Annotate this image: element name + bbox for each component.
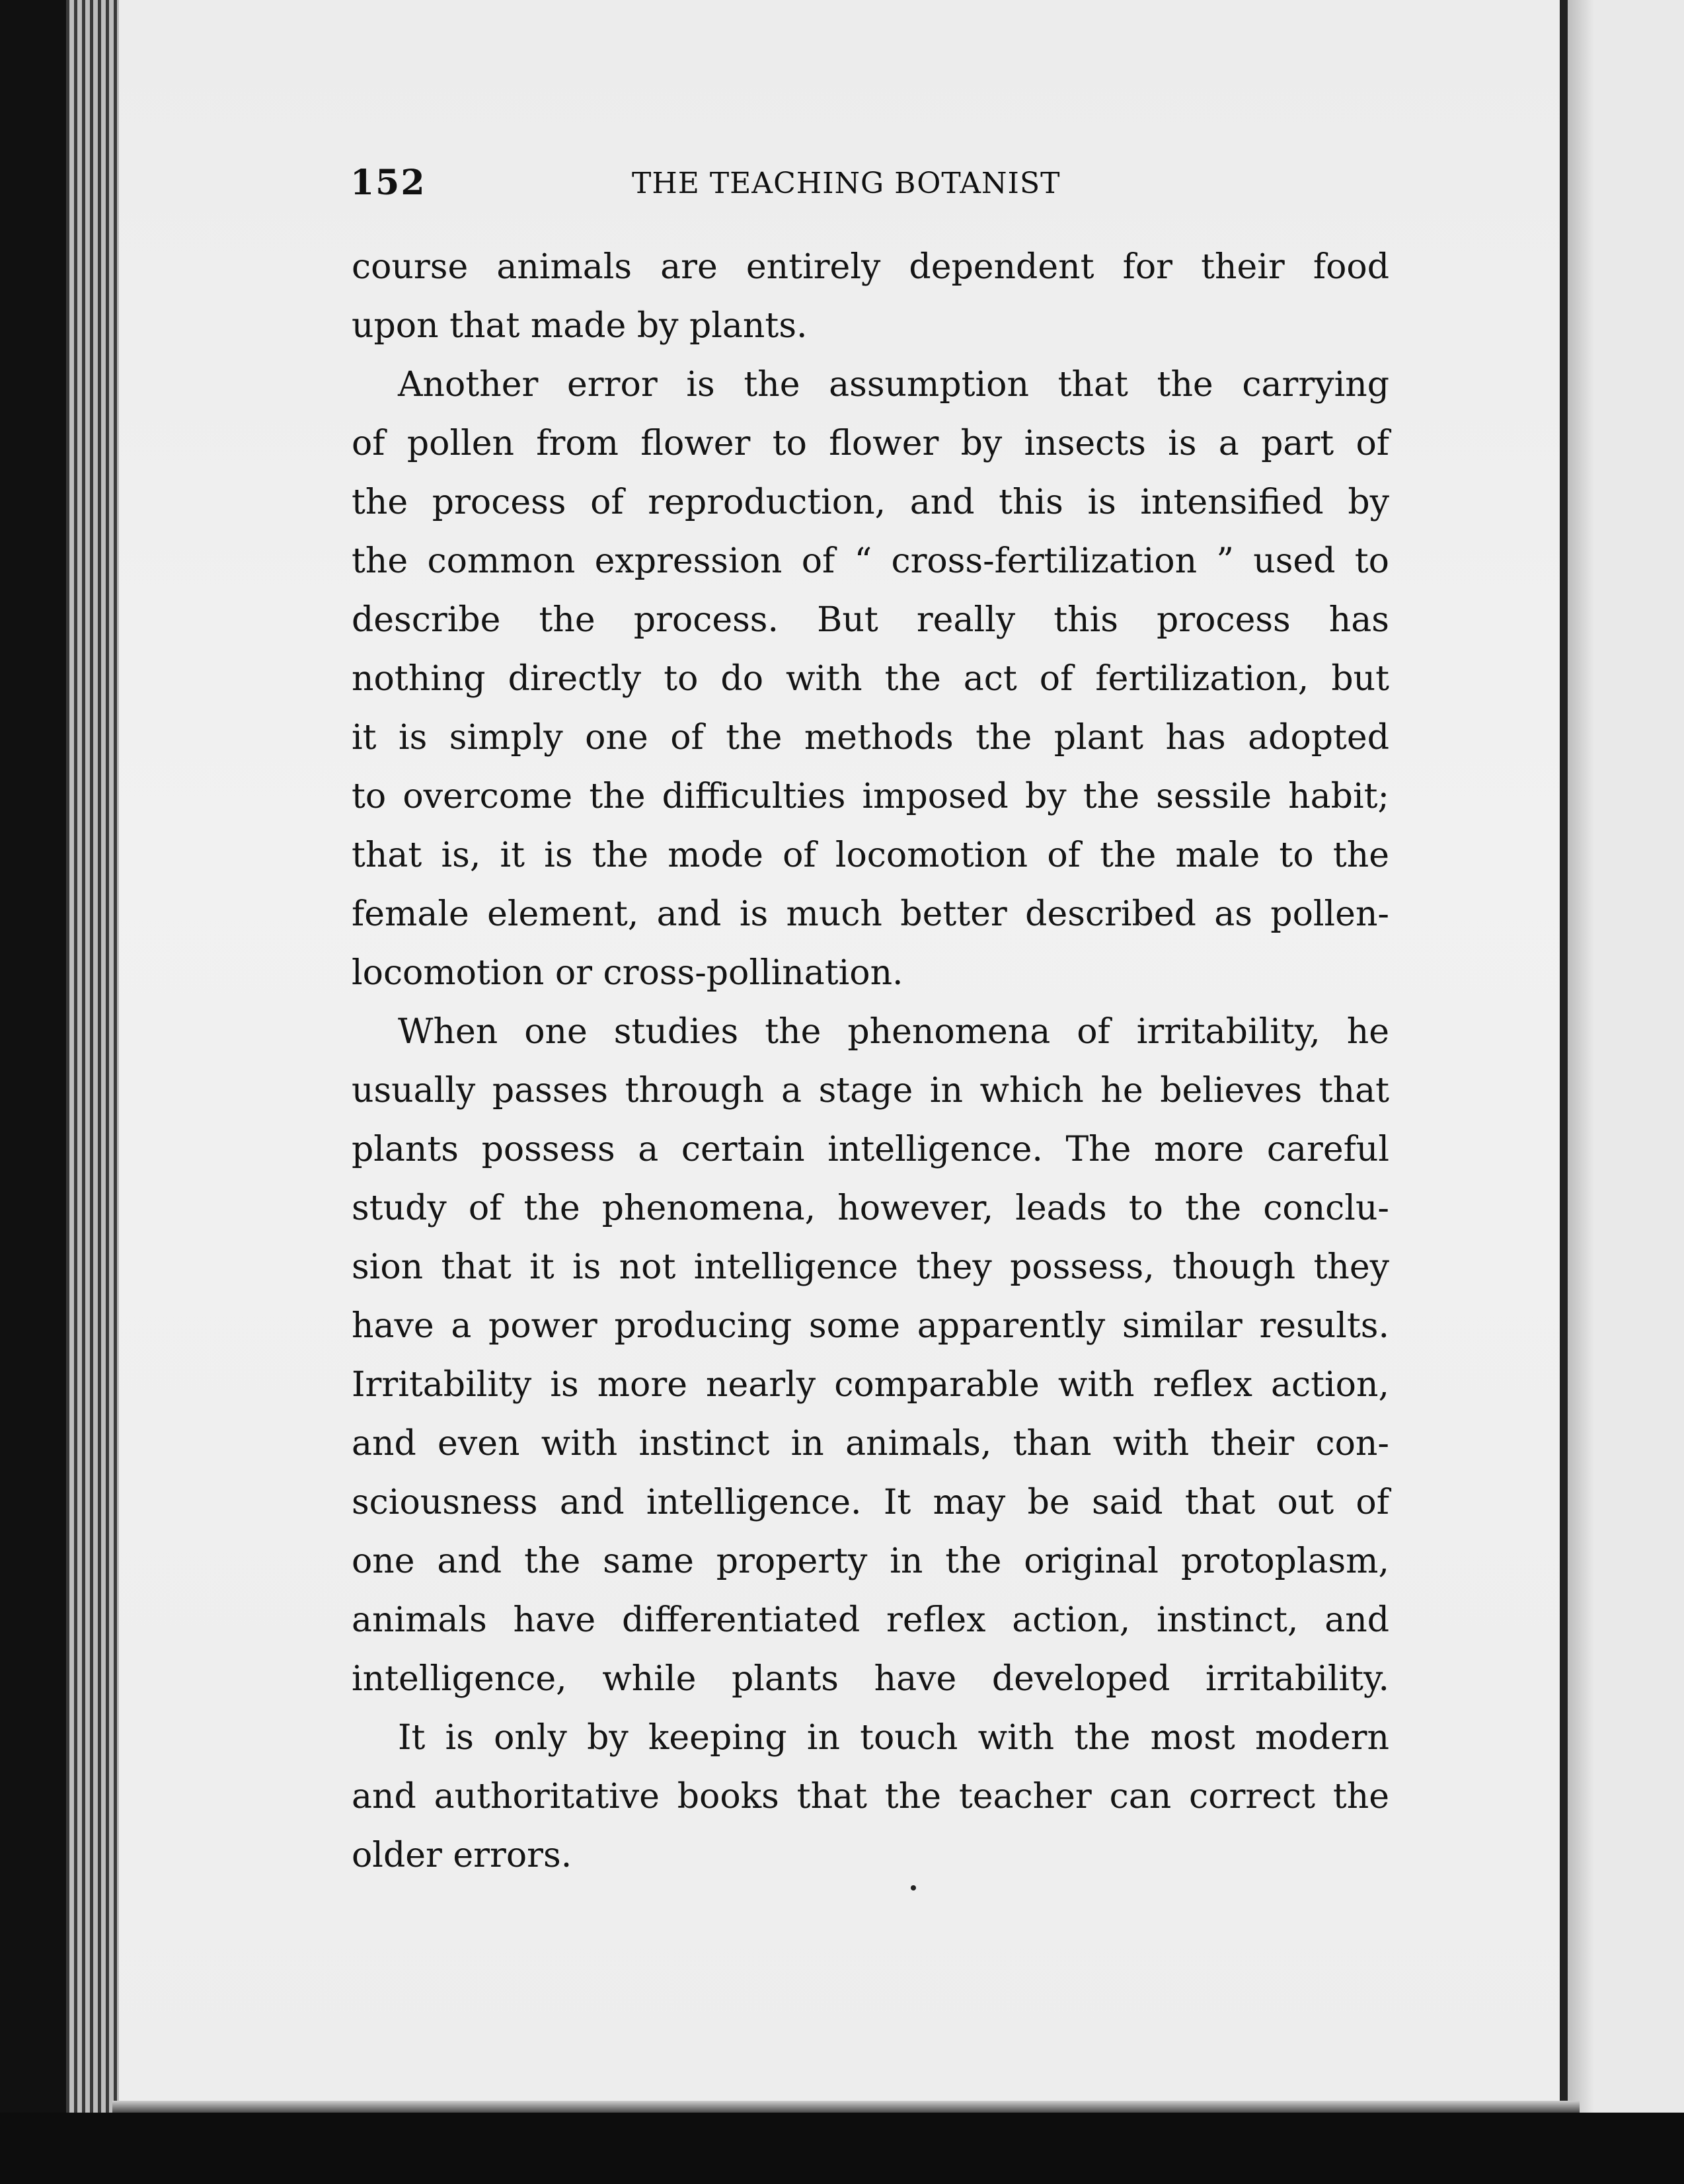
text-line: the process of reproduction, and this is intensified by <box>352 483 1389 522</box>
body-text <box>352 238 1389 1885</box>
text-line: study of the phenomena, however, leads to the conclu- <box>352 1189 1389 1228</box>
text-line: to overcome the difficulties imposed by the sessile habit; <box>352 777 1389 816</box>
page-number: 152 <box>350 163 426 203</box>
text-line: intelligence, while plants have developed irritability. <box>352 1659 1389 1699</box>
text-line: upon that made by plants. <box>352 306 808 346</box>
text-line: and even with instinct in animals, than with their con- <box>352 1424 1389 1463</box>
text-line: it is simply one of the methods the plant has adopted <box>352 718 1389 758</box>
text-line: animals have differentiated reflex action, instinct, and <box>352 1600 1389 1640</box>
paragraph-4 <box>352 1709 1389 1885</box>
page-header <box>350 163 1381 209</box>
text-line: plants possess a certain intelligence. The more careful <box>352 1130 1389 1169</box>
text-line: and authoritative books that the teacher can correct the <box>352 1777 1389 1816</box>
bottom-dark-band <box>0 2113 1684 2184</box>
page-edge-stack <box>66 0 119 2184</box>
text-line: usually passes through a stage in which he believes that <box>352 1071 1389 1111</box>
running-title: THE TEACHING BOTANIST <box>632 167 1061 200</box>
text-line: of pollen from flower to flower by insects is a part of <box>352 424 1389 463</box>
text-line: sion that it is not intelligence they possess, though they <box>352 1247 1389 1287</box>
text-line: female element, and is much better described as pollen- <box>352 894 1389 934</box>
text-line: describe the process. But really this process has <box>352 600 1389 640</box>
left-binding-edge <box>0 0 66 2184</box>
text-line: nothing directly to do with the act of fertilization, but <box>352 659 1389 699</box>
ink-speck <box>911 1885 916 1891</box>
page-fold-right <box>1560 0 1568 2102</box>
text-line: have a power producing some apparently similar results. <box>352 1306 1389 1346</box>
text-line: When one studies the phenomena of irritability, he <box>398 1012 1389 1052</box>
bottom-page-edge <box>112 2101 1580 2113</box>
text-line: the common expression of “ cross-fertilization ” used to <box>352 541 1389 581</box>
text-line: Another error is the assumption that the carrying <box>398 365 1389 405</box>
paragraph-3 <box>352 1003 1389 1709</box>
paragraph-2 <box>352 356 1389 1003</box>
text-line: older errors. <box>352 1836 572 1875</box>
text-line: one and the same property in the original protoplasm, <box>352 1541 1389 1581</box>
text-line: It is only by keeping in touch with the most modern <box>398 1718 1389 1758</box>
text-line: that is, it is the mode of locomotion of the male to the <box>352 836 1389 875</box>
paragraph-1 <box>352 238 1389 356</box>
text-line: course animals are entirely dependent for their food <box>352 247 1389 287</box>
text-line: locomotion or cross-pollination. <box>352 953 903 993</box>
adjacent-page-shadow <box>1568 0 1594 2113</box>
text-line: sciousness and intelligence. It may be said that out of <box>352 1483 1389 1522</box>
text-line: Irritability is more nearly comparable with reflex action, <box>352 1365 1389 1405</box>
